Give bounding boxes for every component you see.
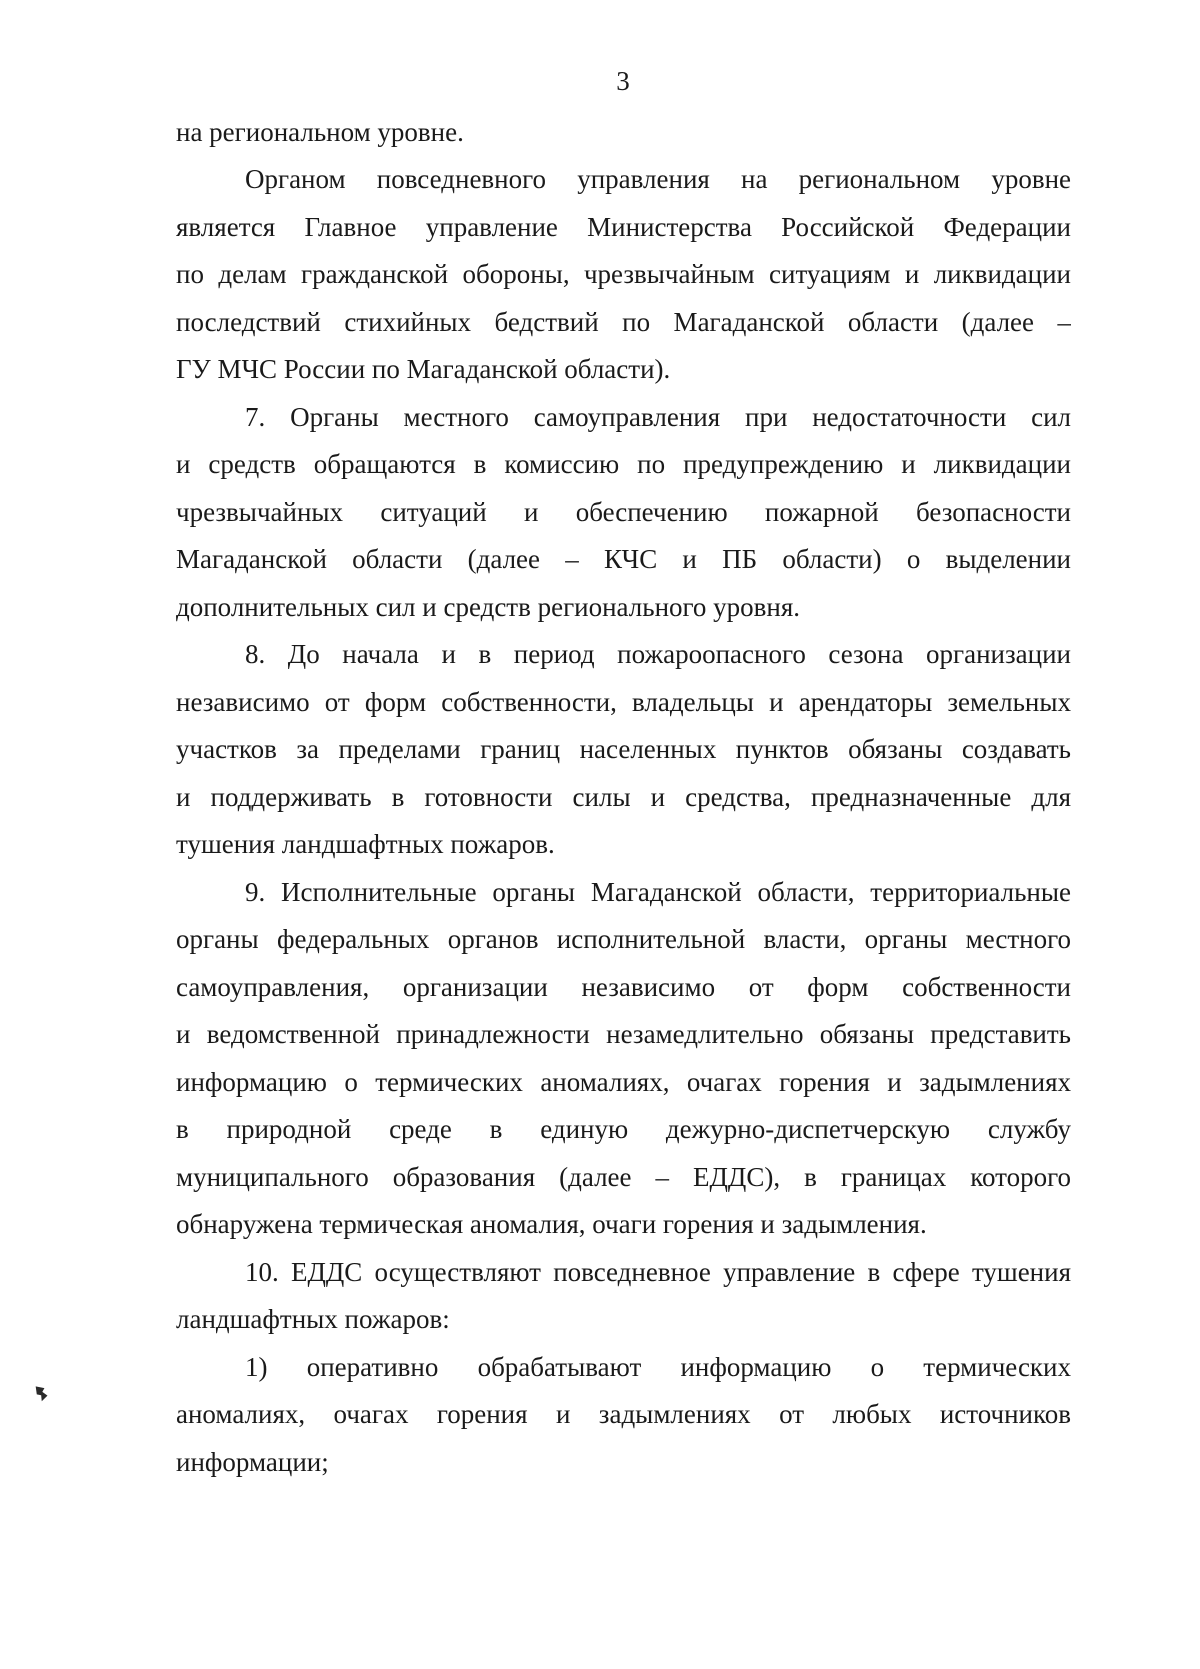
- text-line: ландшафтных пожаров:: [176, 1304, 450, 1334]
- text-line: 1) оперативно обрабатывают информацию о термических: [245, 1352, 1071, 1382]
- text-line: информации;: [176, 1447, 329, 1477]
- text-line: и средств обращаются в комиссию по предупреждению и ликвидации: [176, 449, 1071, 479]
- text-line: в природной среде в единую дежурно-диспетчерскую службу: [176, 1114, 1071, 1144]
- text-line: участков за пределами границ населенных пунктов обязаны создавать: [176, 734, 1071, 764]
- text-line: обнаружена термическая аномалия, очаги горения и задымления.: [176, 1209, 927, 1239]
- text-line: по делам гражданской обороны, чрезвычайным ситуациям и ликвидации: [176, 259, 1071, 289]
- text-line: муниципального образования (далее – ЕДДС), в границах которого: [176, 1162, 1071, 1192]
- text-line: является Главное управление Министерства Российской Федерации: [176, 212, 1071, 242]
- text-line: 9. Исполнительные органы Магаданской области, территориальные: [245, 877, 1071, 907]
- text-line: тушения ландшафтных пожаров.: [176, 829, 555, 859]
- text-line: и поддерживать в готовности силы и средства, предназначенные для: [176, 782, 1071, 812]
- text-line: на региональном уровне.: [176, 117, 464, 147]
- text-line: самоуправления, организации независимо от форм собственности: [176, 972, 1071, 1002]
- text-line: ГУ МЧС России по Магаданской области).: [176, 354, 671, 384]
- text-line: Органом повседневного управления на региональном уровне: [245, 164, 1071, 194]
- text-line: 8. До начала и в период пожароопасного сезона организации: [245, 639, 1071, 669]
- text-line: 10. ЕДДС осуществляют повседневное управление в сфере тушения: [245, 1257, 1071, 1287]
- text-line: информацию о термических аномалиях, очагах горения и задымлениях: [176, 1067, 1071, 1097]
- text-line: независимо от форм собственности, владельцы и арендаторы земельных: [176, 687, 1071, 717]
- page-number: 3: [616, 66, 630, 96]
- text-line: органы федеральных органов исполнительной власти, органы местного: [176, 924, 1071, 954]
- text-line: Магаданской области (далее – КЧС и ПБ области) о выделении: [176, 544, 1071, 574]
- text-line: аномалиях, очагах горения и задымлениях от любых источников: [176, 1399, 1071, 1429]
- scan-artifact-mark: [31, 1381, 52, 1407]
- text-line: последствий стихийных бедствий по Магаданской области (далее –: [176, 307, 1071, 337]
- text-line: 7. Органы местного самоуправления при недостаточности сил: [245, 402, 1071, 432]
- text-line: дополнительных сил и средств регионального уровня.: [176, 592, 801, 622]
- text-line: и ведомственной принадлежности незамедлительно обязаны представить: [176, 1019, 1071, 1049]
- text-line: чрезвычайных ситуаций и обеспечению пожарной безопасности: [176, 497, 1071, 527]
- scan-speck-icon: [31, 1381, 52, 1404]
